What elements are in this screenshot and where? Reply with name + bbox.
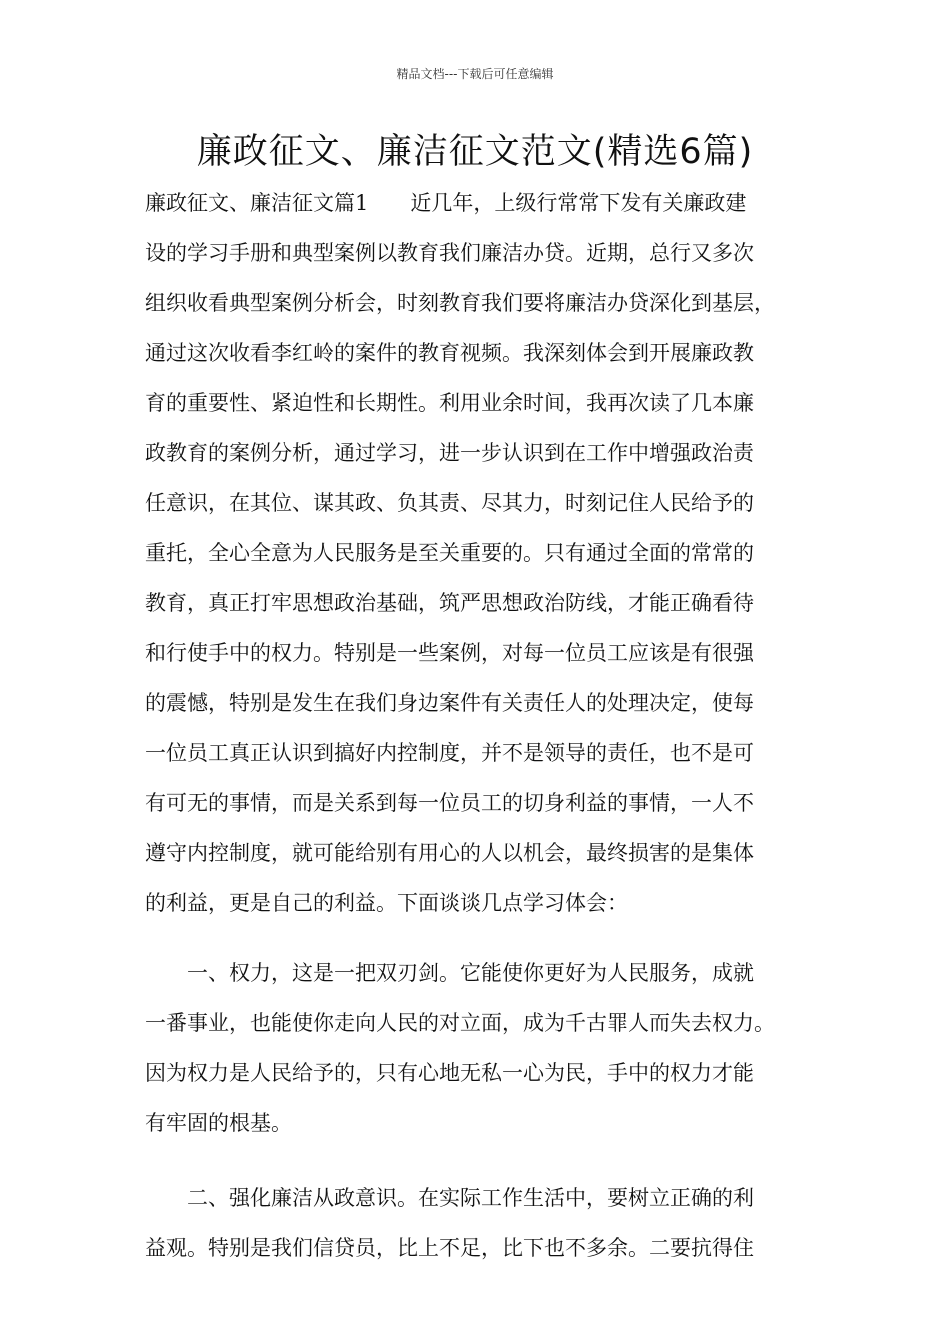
document-title: 廉政征文、廉洁征文范文(精选6篇) bbox=[196, 132, 754, 172]
body-line: 有可无的事情，而是关系到每一位员工的切身利益的事情，一人不 bbox=[145, 791, 754, 815]
body-line: 二、强化廉洁从政意识。在实际工作生活中，要树立正确的利 bbox=[187, 1186, 754, 1210]
body-line: 有牢固的根基。 bbox=[145, 1111, 292, 1135]
body-line: 育的重要性、紧迫性和长期性。利用业余时间，我再次读了几本廉 bbox=[145, 391, 754, 415]
body-line: 教育，真正打牢思想政治基础，筑严思想政治防线，才能正确看待 bbox=[145, 591, 754, 615]
body-line: 一位员工真正认识到搞好内控制度，并不是领导的责任，也不是可 bbox=[145, 741, 754, 765]
body-line: 一、权力，这是一把双刃剑。它能使你更好为人民服务，成就 bbox=[187, 961, 754, 985]
body-line: 遵守内控制度，就可能给别有用心的人以机会，最终损害的是集体 bbox=[145, 841, 754, 865]
body-line: 的利益，更是自己的利益。下面谈谈几点学习体会： bbox=[145, 891, 628, 915]
body-line: 益观。特别是我们信贷员，比上不足，比下也不多余。二要抗得住 bbox=[145, 1236, 754, 1260]
body-line: 一番事业，也能使你走向人民的对立面，成为千古罪人而失去权力。 bbox=[145, 1011, 775, 1035]
document-header-note: 精品文档---下载后可任意编辑 bbox=[396, 67, 554, 81]
body-line: 和行使手中的权力。特别是一些案例，对每一位员工应该是有很强 bbox=[145, 641, 754, 665]
paragraph-gap bbox=[145, 928, 835, 948]
body-line: 通过这次收看李红岭的案件的教育视频。我深刻体会到开展廉政教 bbox=[145, 341, 754, 365]
body-line: 组织收看典型案例分析会，时刻教育我们要将廉洁办贷深化到基层， bbox=[145, 291, 775, 315]
body-line: 的震憾，特别是发生在我们身边案件有关责任人的处理决定，使每 bbox=[145, 691, 754, 715]
body-line: 任意识，在其位、谋其政、负其责、尽其力，时刻记住人民给予的 bbox=[145, 491, 754, 515]
body-line: 政教育的案例分析，通过学习，进一步认识到在工作中增强政治责 bbox=[145, 441, 754, 465]
body-line: 因为权力是人民给予的，只有心地无私一心为民，手中的权力才能 bbox=[145, 1061, 754, 1085]
paragraph-gap bbox=[145, 1148, 835, 1173]
body-line: 设的学习手册和典型案例以教育我们廉洁办贷。近期，总行又多次 bbox=[145, 241, 754, 265]
document-body bbox=[145, 178, 835, 1273]
body-line: 廉政征文、廉洁征文篇1 近几年，上级行常常下发有关廉政建 bbox=[145, 191, 747, 215]
body-line: 重托，全心全意为人民服务是至关重要的。只有通过全面的常常的 bbox=[145, 541, 754, 565]
